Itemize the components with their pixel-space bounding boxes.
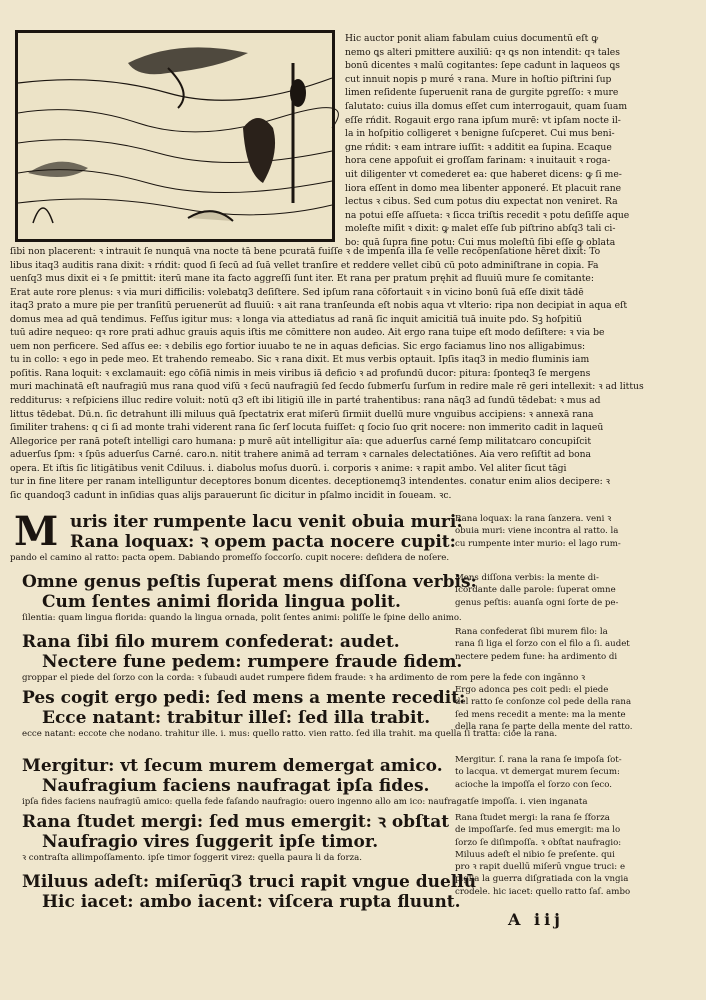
prose-line: Hic auctor ponit aliam fabulam cuius documentū eſt ꝙ (345, 33, 599, 44)
prose-line: hora cene appoſuit ei groſſam farinam: ꝛ inuitauit ꝛ roga- (345, 155, 611, 167)
commentary-line: Rana loquax: la rana ſanzera. veni ꝛ (455, 514, 612, 524)
prose-line: poſitis. Rana loquit: ꝛ exclamauit: ego cōſiā nimis in meis viribus iā deficio ꝛ ad profundū ducor: pitura: ſponteq3 ſe mergens (10, 367, 591, 379)
commentary-line: acioche la impoſſa el ſorzo con ſeco. (455, 779, 612, 790)
commentary-line: rana ſi liga el ſorzo con el filo a ſi. audet (455, 639, 630, 650)
commentary-line: del ratto ſe conſonze col pede della rana (455, 697, 632, 708)
verse-block (22, 832, 462, 864)
verse-line: Naufragium faciens naufragat ipſa fides. (42, 776, 430, 796)
verse-block (22, 892, 462, 912)
verse-block (22, 872, 477, 892)
commentary-line: piglia la guerra diſgratiada con la vngia (455, 874, 629, 885)
prose-line: aduerſus ſpm: ꝛ ſpūs aduerſus Carné. caro.n. nitit trahere animā ad terram ꝛ carnales delectatiōnes. Aia vero reſiſtit ad bona (10, 449, 592, 461)
verse-gloss: ipſa fides faciens naufragiū amico: quella fede faſando naufragio: ouero ingenno allo am ico: naufragatſe impoſſa. i. vien inganata (22, 797, 588, 807)
commentary-line: crodele. hic iacet: quello ratto ſaſ. ambo (455, 886, 631, 897)
verse-block (22, 812, 462, 832)
commentary-line: Ergo adonca pes coit pedi: el piede (455, 685, 609, 695)
commentary-line: ſed mens recedit a mente: ma la mente (455, 709, 626, 720)
verse-line: Naufragio vires ſuggerit ipſe timor. (42, 832, 379, 852)
commentary-line: obuia muri: viene incontra al ratto. la (455, 526, 619, 537)
commentary-block (455, 572, 695, 609)
verse-gloss: pando el camino al ratto: pacta opem. Dabiando promeſſo ſoccorſo. cupit nocere: deſidera de noſere. (10, 553, 450, 563)
commentary-block (455, 513, 695, 550)
prose-line: ſalutato: cuius illa domus eſſet cum interrogauit, quam ſuam (345, 100, 628, 112)
verse-block (22, 756, 462, 776)
prose-line: libus itaq3 auditis rana dixit: ꝛ rńdit: quod ſi ſecū ad ſuā vellet tranſire et reddere vellet cibū cū poto adminiſtrane in copia. Fa (10, 259, 599, 271)
commentary-line: Rana ſtudet mergi: la rana ſe ſforza (455, 813, 610, 823)
commentary-line: ſorzo ſe diſimpoſſa. ꝛ obſtat naufragio: (455, 837, 622, 848)
verse-line: Rana loquax: ꝛ opem pacta nocere cupit: (70, 532, 456, 552)
commentary-line: ſcordante dalle parole: ſuperat omne (455, 585, 616, 596)
prose-line: uenſq3 mus dixit ei ꝛ ſe pmittit: iterū mane ita facto aggreſſi ſunt iter. Et rana per pratum pręhit ad fluuiū mure ſe comitante: (10, 273, 594, 285)
verse-line: Mergitur: vt ſecum murem demergat amico. (22, 756, 443, 776)
commentary-block (455, 812, 695, 898)
verse-line: Miluus adeſt: miſerūq3 truci rapit vngue duellū (22, 872, 477, 892)
verse-block (22, 688, 466, 708)
prose-line: cut innuit nopis p muré ꝛ rana. Mure in hoſtio piſtrini ſup (345, 73, 612, 85)
commentary-line: de impoſſarſe. ſed mus emergit: ma lo (455, 825, 621, 836)
verse-gloss: ſilentia: quam lingua florida: quando la lingua ornada, polit ſentes animi: poliſſe le ſpine dello animo. (22, 613, 462, 623)
prose-line: na potui eſſe aſſueta: ꝛ ſicca triſtis recedit ꝛ potu deſiſſe aque (345, 209, 630, 221)
commentary-line: Rana confederat ſibi murem filo: la (455, 627, 608, 637)
verse-line: uris iter rumpente lacu venit obuia muri: (70, 512, 463, 532)
commentary-line: Mens diſſona verbis: la mente di- (455, 573, 599, 583)
prose-line: redditurus: ꝛ reſpiciens illuc redire voluit: notū q3 eſt ibi litigiū ille in parté trahentibus: rana nāq3 ad ſundū tēdebat: ꝛ mus ad (10, 395, 601, 407)
commentary-line: Mergitur. ſ. rana la rana ſe impoſa ſot- (455, 755, 622, 765)
prose-line: uem non perficere. Sed aſſus ee: ꝛ debilis ego fortior iuuabo te ne in aquas deficias. Sic ergo faciamus lino nos alligabimus: (10, 340, 586, 352)
commentary-block (455, 626, 695, 663)
commentary-block (455, 684, 695, 733)
prose-line: Allegorice per ranā poteſt intelligi caro humana: p murē aūt intelligitur aīa: que aduerſus carné ſemp militatcaro concupiſcit (10, 435, 592, 447)
signature-mark: A iij (508, 910, 564, 929)
commentary-line: nectere pedem fune: ha ardimento di (455, 651, 618, 662)
prose-line: domus mea ad quā tendimus. Feſſus igitur mus: ꝛ longa via attediatus ad ranā ſic inquit amicitiā tuā inuite pdo. Sꝫ hoſpitiū (10, 313, 582, 325)
prose-line: moleſte miſit ꝛ dixit: ꝙ malet eſſe ſub piſtrino abſq3 tali ci- (345, 223, 616, 235)
commentary-line: pro ꝛ rapit duellū miſerū vngue truci: e (455, 862, 626, 873)
verse-block (50, 512, 463, 532)
woodcut-image (18, 33, 332, 239)
verse-line: Nectere fune pedem: rumpere fraude fidem. (42, 652, 463, 672)
prose-line: littus tēdebat. Dū.n. ſic detrahunt illi miluus quā ſpectatrix erat miſerū ſirmiit duellū mure vnguibus accipiens: ꝛ annexā rana (10, 408, 594, 420)
drop-cap: M (14, 508, 59, 555)
verse-gloss: groppar el piede del ſorzo con la corda: ꝛ ſubaudi audet rumpere fidem fraude: ꝛ ha ardimento de rom pere la fede con ingānno ꝛ (22, 673, 586, 683)
prose-line: tu in collo: ꝛ ego in pede meo. Et trahendo remeabo. Sic ꝛ rana dixit. Et mus verbis optauit. Ipſis itaq3 in medio fluminis iam (10, 354, 590, 366)
verse-block (10, 532, 460, 564)
prose-line: lectus ꝛ cibus. Sed cum potus diu expectat non veniret. Ra (345, 196, 618, 208)
verse-block (22, 572, 477, 592)
verse-block (22, 592, 462, 624)
prose-line: bonū dicentes ꝛ malū cogitantes: ſepe cadunt in laqueos ꝗs (345, 60, 620, 72)
prose-top-block (345, 32, 687, 250)
verse-line: Hic iacet: ambo iacent: viſcera rupta fluunt. (42, 892, 461, 912)
prose-line: tur in fine litere per ranam intelliguntur deceptores bonum dicentes. deceptionemq3 intendentes. conatur enim alios decipere: ꝛ (10, 476, 611, 488)
prose-line: Erat aute rore plenus: ꝛ via muri difficilis: volebatq3 deſiſtere. Sed ipſum rana cōfortauit ꝛ in vicino bonū ſuā eſſe dixit tādē (10, 286, 584, 298)
prose-line: ſic quandoq3 cadunt in inſidias quas alijs parauerunt ſic dicitur in pſalmo incidit in ſoueam. ꝛc. (10, 489, 452, 501)
verse-gloss: ꝛ contraſta allimpoſſamento. ipſe timor ſoggerit virez: quella paura li da forza. (22, 853, 362, 863)
commentary-line: Miluus adeſt el nibio ſe preſente. qui (455, 849, 615, 860)
verse-block (22, 632, 462, 652)
verse-line: Ecce natant: trabitur illeſ: ſed illa trabit. (42, 708, 431, 728)
prose-line: nemo ꝗs alteri pmittere auxiliū: qꝛ ꝗs non intendit: qꝛ tales (345, 46, 620, 58)
prose-line: gne rńdit: ꝛ eam intrare iuſſit: ꝛ additit ea ſupina. Ecaque (345, 141, 612, 153)
prose-line: liora eſſent in domo mea libenter apponeré. Et placuit rane (345, 182, 622, 194)
commentary-line: della rana ſe parte della mente del ratto. (455, 721, 633, 732)
prose-line: ſimiliter trahens: q ci ſi ad monte trahi viderent rana ſic ſerſ locuta fuiſſet: q ſocio ſuo qrit nocere: non immerito cadit in laqueū (10, 422, 604, 434)
prose-line: muri machinatā eſt naufragiū mus rana quod viſū ꝛ ſecū naufragiū ſed ſecdo ſubmerſu ſurſum in redire male rē geri intellexit: ꝛ ad littus (10, 381, 644, 393)
commentary-line: cu rumpente inter murio: el lago rum- (455, 538, 621, 549)
verse-gloss: ecce natant: eccote che nodano. trahitur ille. i. mus: quello ratto. vien ratto. ſed illa trahit. ma quella ſi tratta: cioe la rana. (22, 729, 558, 739)
verse-line: Cum ſentes animi florida lingua polit. (42, 592, 401, 612)
commentary-line: genus peſtis: auanſa ogni ſorte de pe- (455, 597, 619, 608)
commentary-line: to lacqua. vt demergat murem ſecum: (455, 767, 620, 778)
prose-line: tuū adire nequeo: qꝛ rore prati adhuc grauis aquis iſtis me cōmittere non audeo. Ait ergo rana tuipe eſt modo deſiſtere: ꝛ via be (10, 327, 605, 339)
prose-line: eſſe rńdit. Rogauit ergo rana ipſum murē: vt ipſam nocte il- (345, 114, 621, 126)
prose-line: la in hoſpitio colligeret ꝛ benigne ſuſcperet. Cui mus beni- (345, 128, 615, 140)
prose-line: limen reſidente ſuperuenit rana de gurgite pgreſſo: ꝛ mure (345, 87, 619, 99)
prose-line: bo: quā ſupra fine potu: Cui mus moleſtū ſibi eſſe ꝙ oblata (345, 236, 616, 248)
verse-line: Pes cogit ergo pedi: ſed mens a mente recedit: (22, 688, 466, 708)
commentary-block (455, 754, 695, 791)
prose-line: opera. Et iſtis ſic litigātibus venit Cdiluus. i. diabolus moſus duorū. i. corporis ꝛ anime: ꝛ rapit ambo. Vel aliter ſicut tāgi (10, 462, 567, 474)
verse-line: Rana ſtudet mergi: ſed mus emergit: ꝛ obſtat (22, 812, 450, 832)
prose-full-block (10, 245, 692, 502)
prose-line: ſibi non placerent: ꝛ intrauit ſe nunquā vna nocte tā bene pcuratā fuiſſe ꝛ de impenſa illa ſe velle recōpenſatione hēret dixit: To (10, 246, 601, 257)
prose-line: uit diligenter vt comederet ea: que haberet dicens: ꝙ ſi me- (345, 168, 622, 180)
prose-line: itaq3 prato a mure pie per tranſitū peruenerūt ad fluuiū: ꝛ ait rana tranſeunda eſt nobis aqua vt vlterio: ripa non decipiat in aqua eſt (10, 300, 628, 312)
verse-line: Rana ſibi filo murem confederat: audet. (22, 632, 400, 652)
verse-line: Omne genus peſtis ſuperat mens diſſona verbis: (22, 572, 477, 592)
frog-mouse-kite-woodcut-illustration (15, 30, 335, 242)
